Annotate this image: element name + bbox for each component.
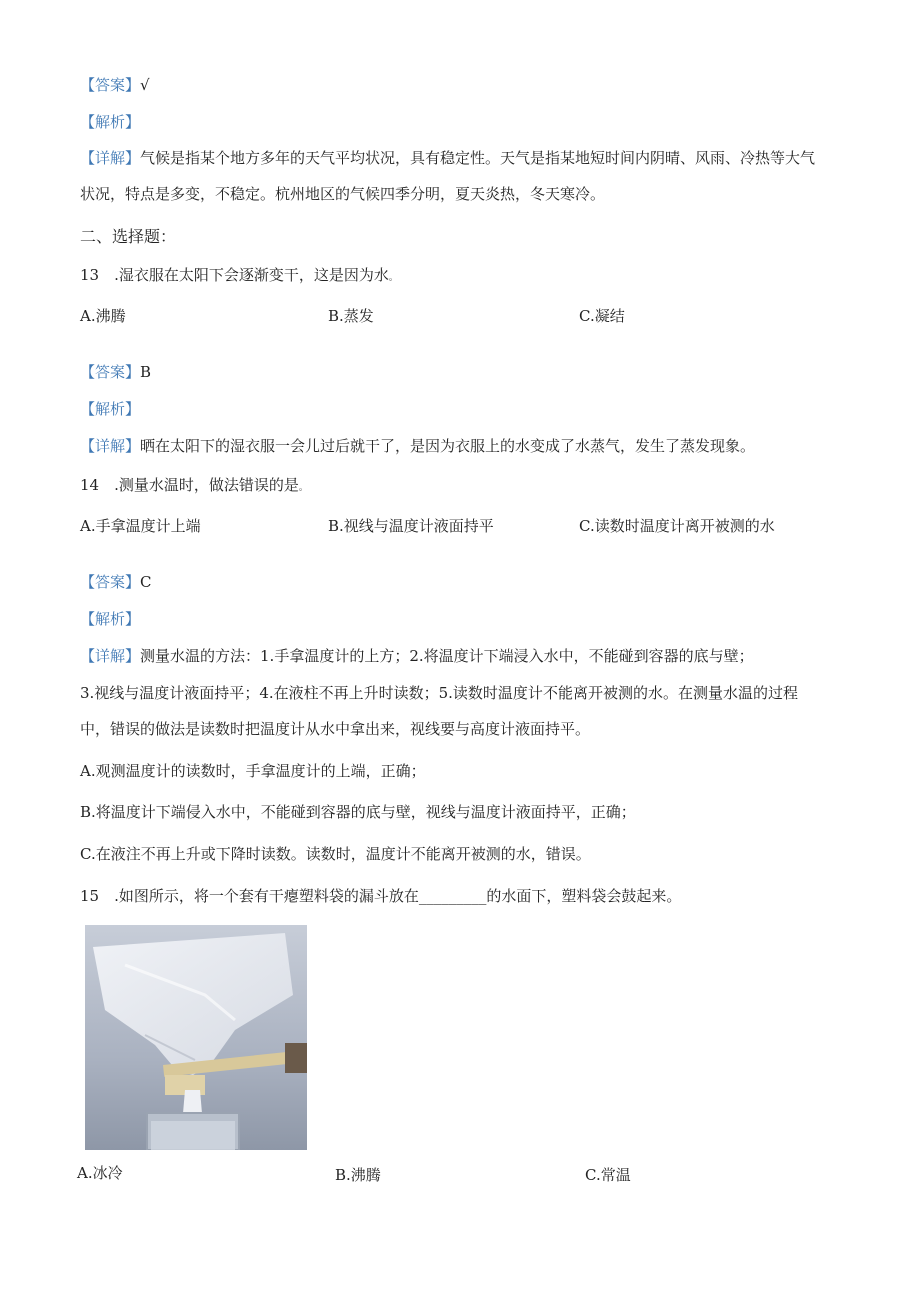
analysis-tag: 【解析】 [80,400,141,418]
option-c: C.常温 [585,1166,631,1184]
explanation-b: B.将温度计下端侵入水中，不能碰到容器的底与壁，视线与温度计液面持平，正确； [80,803,636,821]
explanation-a: A.观测温度计的读数时，手拿温度计的上端，正确； [80,762,426,780]
funnel-bag-photo [85,925,307,1150]
question-stem [80,475,308,498]
answer-value: B [140,363,152,381]
funnel-bag-illustration [85,925,307,1150]
question-tail: 。 [388,273,398,283]
answer-value: √ [140,76,150,94]
detail-tag: 【详解】 [80,647,141,665]
answer-line [80,572,152,592]
analysis-tag: 【解析】 [80,113,141,131]
option-c: C.凝结 [579,307,625,325]
detail-line [80,148,815,168]
option-b: B.视线与温度计液面持平 [328,517,494,535]
detail-text: 状况，特点是多变，不稳定。杭州地区的气候四季分明，夏天炎热，冬天寒冷。 [80,185,606,203]
analysis-tag: 【解析】 [80,610,141,628]
detail-line [80,436,755,456]
detail-text: 晒在太阳下的湿衣服一会儿过后就干了，是因为衣服上的水变成了水蒸气，发生了蒸发现象。 [140,437,756,455]
answer-tag: 【答案】 [80,76,141,94]
answer-line [80,362,151,382]
answer-tag: 【答案】 [80,573,141,591]
answer-value: C [140,573,152,591]
question-stem [80,265,398,288]
detail-tag: 【详解】 [80,149,141,167]
section-title: 二、选择题： [80,227,177,246]
answer-tag: 【答案】 [80,363,141,381]
question-text: 13 .湿衣服在太阳下会逐渐变干，这是因为水 [80,266,389,284]
question-tail: 。 [298,483,308,493]
option-a: A.冰冷 [77,1164,123,1182]
option-a: A.手拿温度计上端 [80,517,201,535]
detail-text: 中，错误的做法是读数时把温度计从水中拿出来，视线要与高度计液面持平。 [80,720,591,738]
detail-line [80,646,754,666]
option-b: B.蒸发 [328,307,374,325]
detail-text: 3.视线与温度计液面持平；4.在液柱不再上升时读数；5.读数时温度计不能离开被测的水。在测量水温的过程 [80,684,798,702]
detail-tag: 【详解】 [80,437,141,455]
option-c: C.读数时温度计离开被测的水 [579,517,775,535]
option-a: A.沸腾 [80,307,126,325]
detail-text: 气候是指某个地方多年的天气平均状况，具有稳定性。天气是指某地短时间内阴晴、风雨、冷热等大气 [140,149,816,167]
explanation-c: C.在液注不再上升或下降时读数。读数时，温度计不能离开被测的水，错误。 [80,845,591,863]
question-stem: 15 .如图所示，将一个套有干瘪塑料袋的漏斗放在_________的水面下，塑料袋会鼓起来。 [80,887,682,905]
question-text: 14 .测量水温时，做法错误的是 [80,476,299,494]
option-b: B.沸腾 [335,1166,381,1184]
answer-line [80,75,150,95]
detail-text: 测量水温的方法：1.手拿温度计的上方；2.将温度计下端浸入水中，不能碰到容器的底与壁； [140,647,754,665]
